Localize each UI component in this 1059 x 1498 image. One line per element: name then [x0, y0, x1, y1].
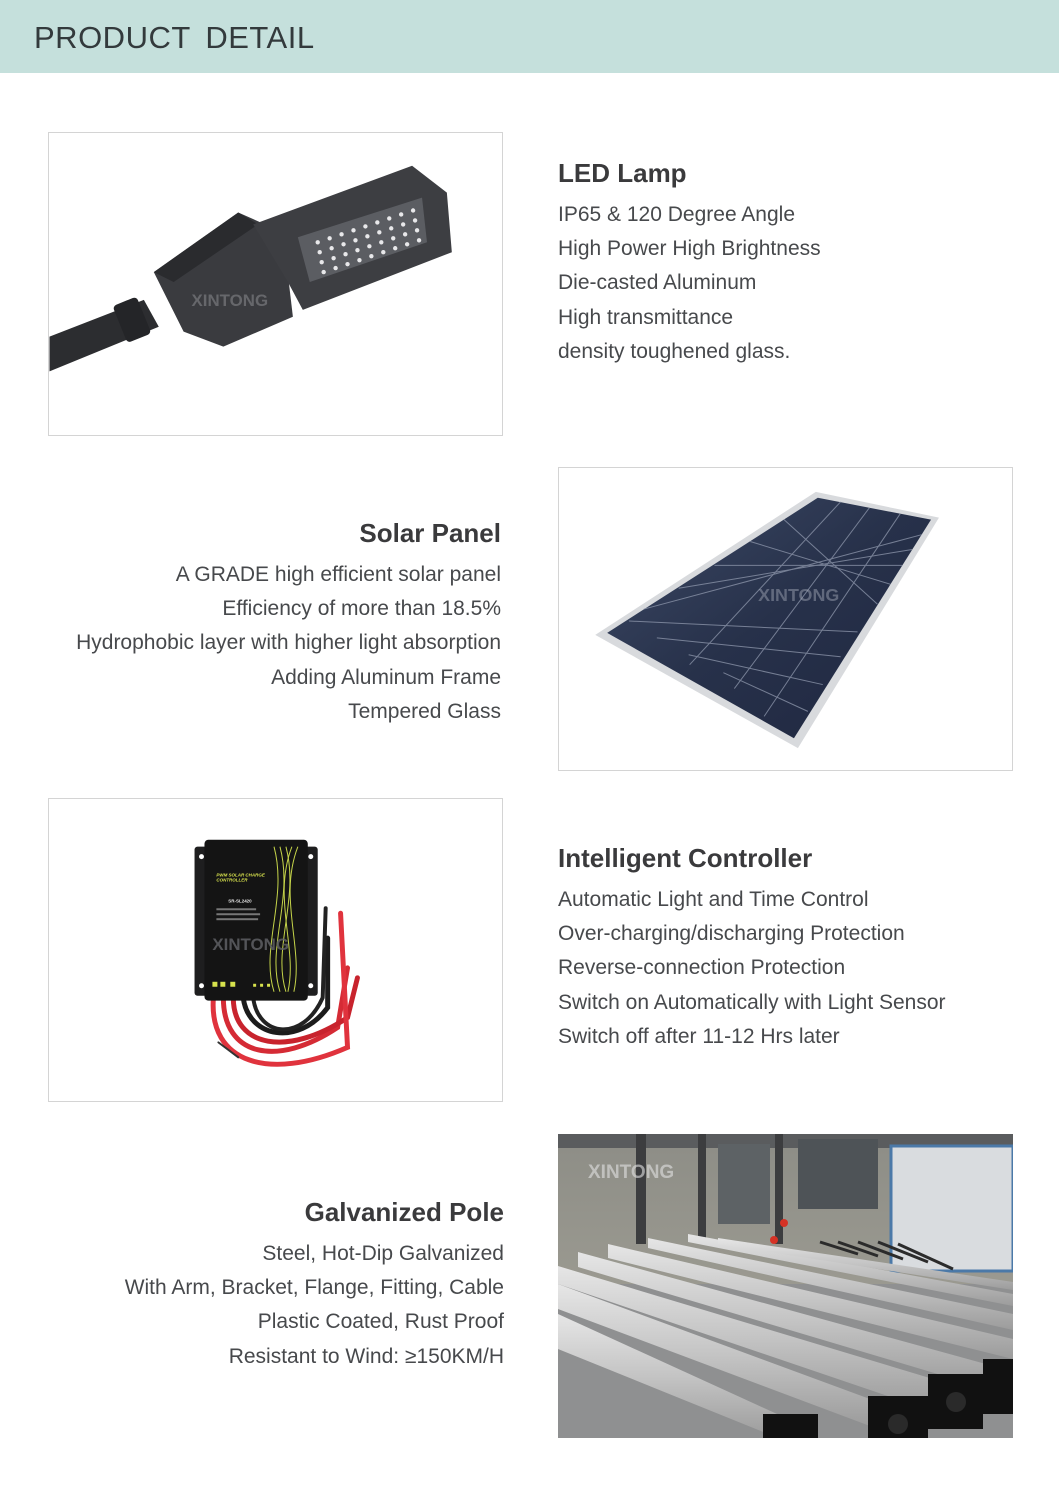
watermark-text: XINTONG — [191, 290, 269, 310]
page-header — [0, 0, 1059, 73]
watermark-text: XINTONG — [588, 1162, 675, 1183]
watermark-text: XINTONG — [758, 585, 840, 606]
galvanized-pole-text — [125, 1195, 504, 1374]
feature-line: High Power High Brightness — [558, 237, 821, 261]
feature-line: Die-casted Aluminum — [558, 271, 757, 295]
feature-line: With Arm, Bracket, Flange, Fitting, Cable — [124, 1276, 504, 1300]
feature-line: Resistant to Wind: ≥150KM/H — [228, 1344, 504, 1368]
feature-line: Over-charging/discharging Protection — [558, 922, 905, 946]
feature-line: Efficiency of more than 18.5% — [222, 597, 501, 621]
feature-line: Plastic Coated, Rust Proof — [257, 1310, 504, 1334]
solar-panel-text — [76, 516, 501, 729]
section-title: Galvanized Pole — [304, 1197, 504, 1227]
controller-text — [558, 841, 946, 1054]
controller-image — [48, 798, 503, 1102]
feature-line: Tempered Glass — [348, 699, 501, 723]
controller-label: PWM SOLAR CHARGE — [216, 872, 265, 878]
controller-label: CONTROLLER — [216, 877, 248, 883]
page-title: PRODUCT DETAIL — [34, 20, 315, 55]
feature-line: Adding Aluminum Frame — [271, 665, 501, 689]
galvanized-pole-image — [558, 1134, 1013, 1438]
feature-line: Switch on Automatically with Light Sensor — [558, 990, 946, 1014]
feature-line: High transmittance — [558, 305, 734, 329]
led-lamp-text — [558, 156, 821, 369]
feature-line: Switch off after 11-12 Hrs later — [558, 1024, 840, 1048]
feature-line: IP65 & 120 Degree Angle — [558, 203, 796, 226]
section-title: Solar Panel — [359, 518, 501, 548]
feature-line: A GRADE high efficient solar panel — [175, 563, 501, 586]
solar-panel-image — [558, 467, 1013, 771]
controller-model: SR-SL2420 — [228, 898, 252, 904]
section-title: Intelligent Controller — [558, 843, 813, 873]
feature-line: Hydrophobic layer with higher light absorption — [76, 631, 501, 655]
feature-line: Steel, Hot-Dip Galvanized — [262, 1242, 504, 1265]
section-title: LED Lamp — [558, 158, 687, 188]
feature-line: Reverse-connection Protection — [558, 956, 846, 980]
feature-line: Automatic Light and Time Control — [558, 888, 869, 911]
led-lamp-image — [48, 132, 503, 436]
watermark-text: XINTONG — [212, 935, 289, 954]
feature-line: density toughened glass. — [558, 339, 791, 363]
